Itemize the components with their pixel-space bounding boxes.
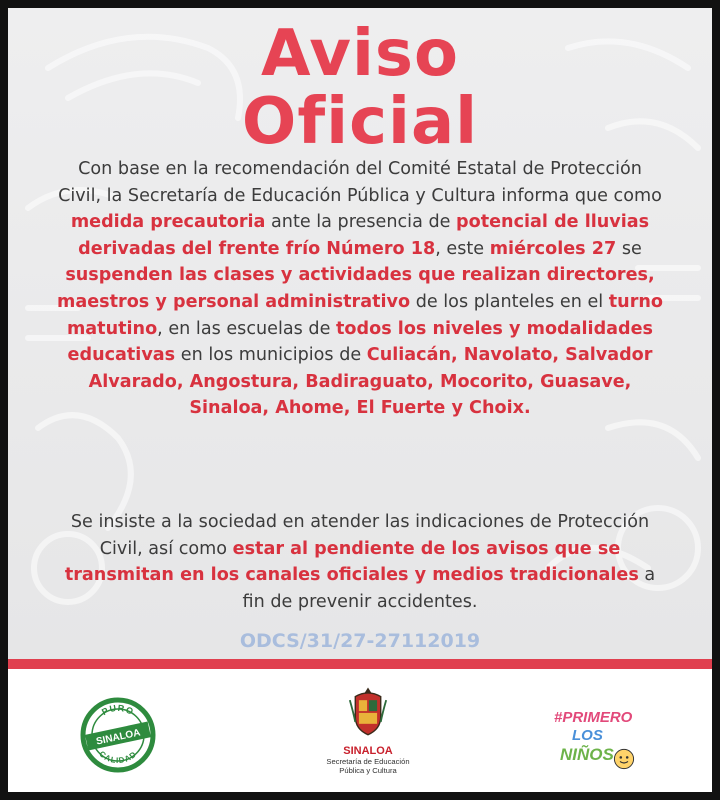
highlighted-phrase: todos los niveles y modalidades educativas bbox=[67, 318, 654, 366]
highlighted-phrase: medida precautoria bbox=[70, 212, 266, 233]
los-word: LOS bbox=[572, 727, 603, 744]
sepyc-logo bbox=[308, 685, 428, 795]
body-phrase: a fin de prevenir accidentes. bbox=[242, 565, 656, 612]
body-phrase: en los municipios de bbox=[175, 345, 367, 366]
ninos-word: NIÑOS bbox=[560, 745, 614, 764]
state-coat-of-arms-icon bbox=[348, 685, 388, 739]
puro-sinaloa-logo bbox=[80, 697, 156, 773]
government-name: SINALOA bbox=[343, 745, 393, 757]
child-face-icon bbox=[612, 747, 636, 771]
body-phrase: Con base en la recomendación del Comité Estatal de Protección Civil, la Secretaría de Educación Pública y Cultura informa que como bbox=[58, 159, 662, 206]
title-line-1: Aviso bbox=[261, 17, 459, 91]
body-phrase: ante la presencia de bbox=[265, 212, 457, 233]
highlighted-phrase: turno matutino bbox=[66, 291, 663, 339]
body-phrase: , este bbox=[435, 238, 490, 259]
calidad-label: CALIDAD bbox=[97, 749, 139, 766]
body-phrase: se bbox=[616, 238, 642, 259]
footer bbox=[8, 669, 712, 800]
body-phrase: Se insiste a la sociedad en atender las indicaciones de Protección Civil, así como bbox=[70, 512, 650, 559]
government-line-1: Secretaría de Educación bbox=[326, 757, 410, 766]
sinaloa-label: SINALOA bbox=[95, 727, 142, 748]
hashtag-primero: #PRIMERO bbox=[554, 709, 633, 726]
body-phrase: , en las escuelas de bbox=[157, 318, 337, 339]
highlighted-phrase: estar al pendiente de los avisos que se transmitan en los canales oficiales y medios tradicionales bbox=[64, 538, 639, 586]
highlighted-phrase: potencial de lluvias derivadas del frente frío Número 18 bbox=[78, 212, 650, 259]
footer-divider-bar bbox=[8, 659, 712, 669]
highlighted-phrase: miércoles 27 bbox=[489, 238, 617, 259]
puro-label: PURO bbox=[100, 702, 136, 718]
document-code: ODCS/31/27-27112019 bbox=[239, 630, 481, 652]
highlighted-phrase: suspenden las clases y actividades que realizan directores, maestros y personal administrativo bbox=[57, 265, 655, 312]
primero-los-ninos-logo bbox=[548, 697, 648, 779]
government-line-2: Pública y Cultura bbox=[339, 766, 397, 775]
title-line-2: Oficial bbox=[241, 85, 479, 159]
notice-paragraph-1 bbox=[54, 156, 666, 422]
notice-paragraph-2 bbox=[54, 509, 666, 615]
highlighted-phrase: Culiacán, Navolato, Salvador Alvarado, Angostura, Badiraguato, Mocorito, Guasave, Sinaloa, Ahome, El Fuerte y Choix. bbox=[88, 345, 653, 419]
body-phrase: de los planteles en el bbox=[410, 291, 609, 312]
